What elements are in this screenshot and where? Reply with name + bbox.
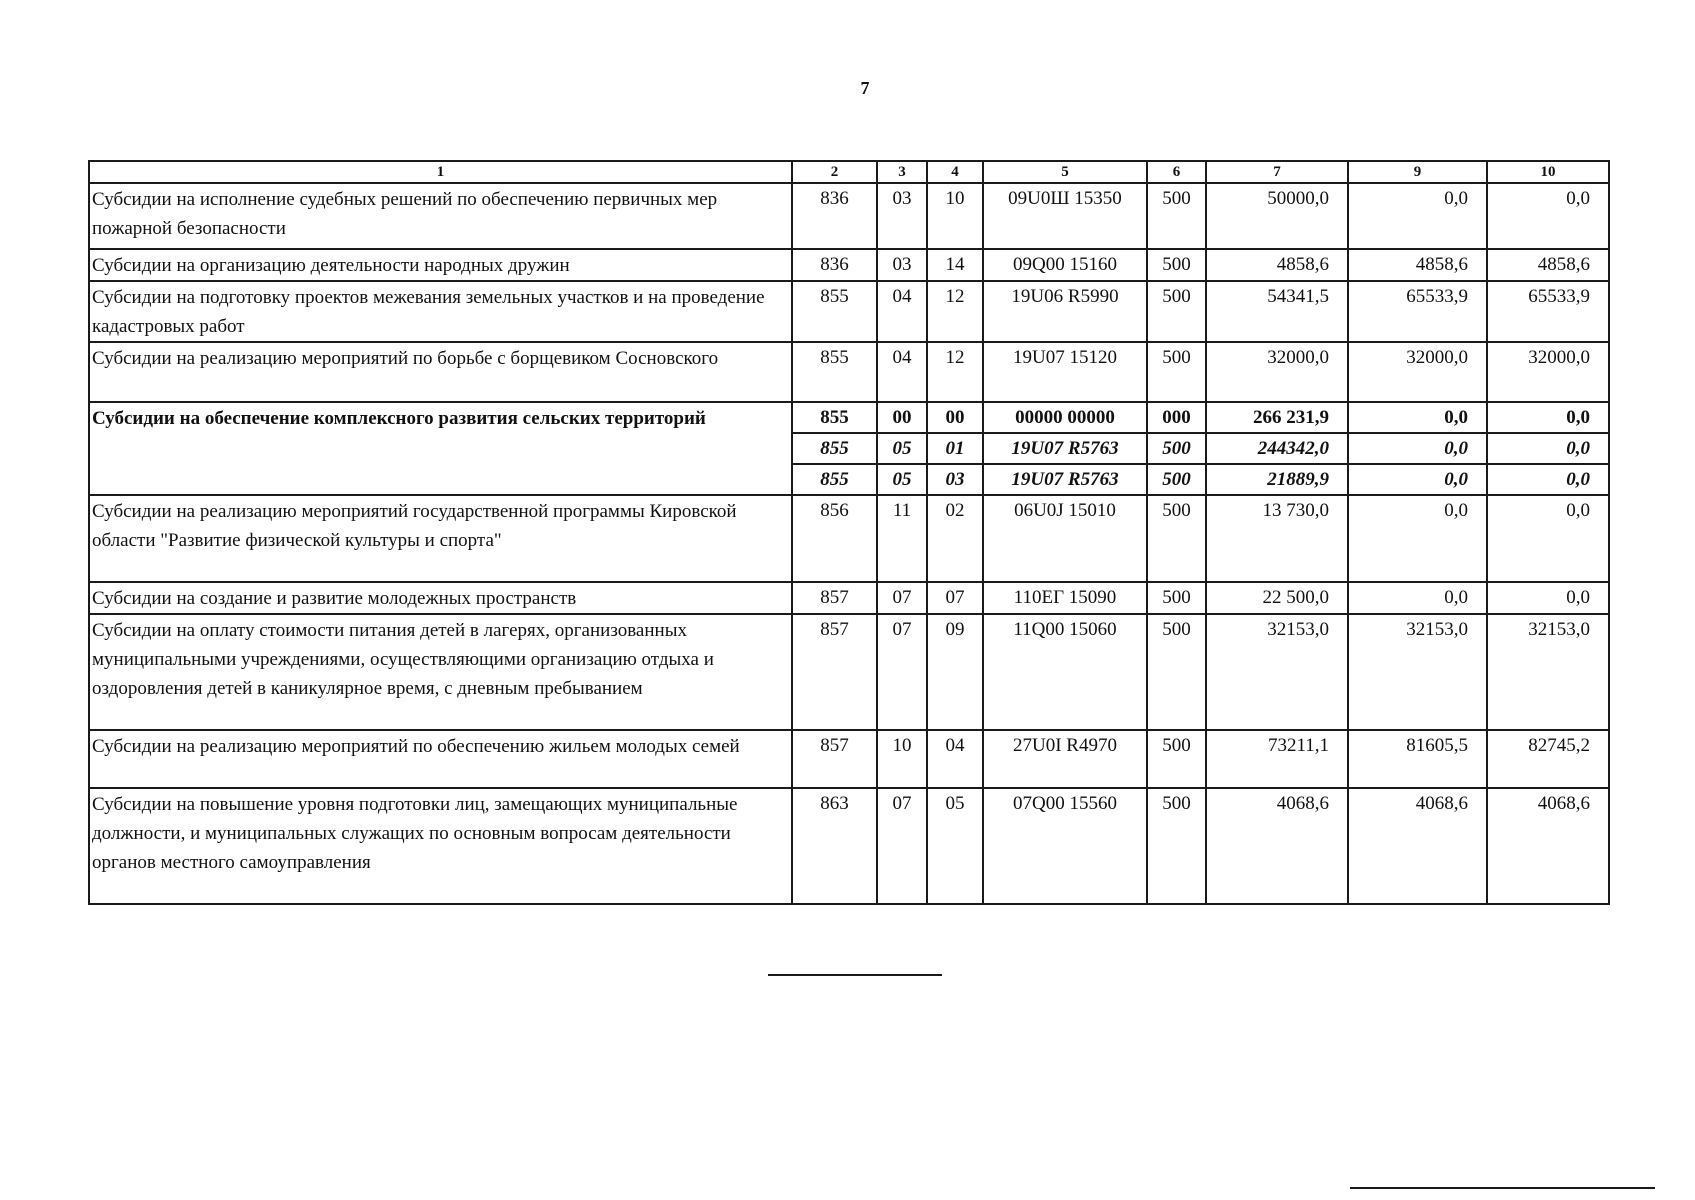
amount-col7-cell: 50000,0 [1206,183,1348,249]
amount-col7-cell: 22 500,0 [1206,582,1348,614]
target-article-cell: 19U07 R5763 [983,464,1147,495]
amount-col10-cell: 82745,2 [1487,730,1609,788]
target-article-cell: 09Q00 15160 [983,249,1147,281]
amount-col10-cell: 0,0 [1487,183,1609,249]
amount-col10-cell: 4858,6 [1487,249,1609,281]
expense-type-cell: 500 [1147,464,1206,495]
section-code-cell: 11 [877,495,927,582]
row-description: Субсидии на исполнение судебных решений по обеспечению первичных мер пожарной безопасности [89,183,792,249]
target-article-cell: 19U07 15120 [983,342,1147,402]
expense-type-cell: 500 [1147,582,1206,614]
amount-col10-cell: 4068,6 [1487,788,1609,904]
expense-type-cell: 500 [1147,614,1206,730]
amount-col7-cell: 73211,1 [1206,730,1348,788]
subsection-code-cell: 05 [927,788,983,904]
table-header-row [89,161,1609,183]
amount-col9-cell: 65533,9 [1348,281,1487,342]
subsection-code-cell: 02 [927,495,983,582]
amount-col9-cell: 0,0 [1348,433,1487,464]
table-row [89,614,1609,730]
amount-col10-cell: 0,0 [1487,433,1609,464]
amount-col7-cell: 4858,6 [1206,249,1348,281]
footer-divider [768,974,942,976]
ministry-code-cell: 855 [792,342,877,402]
page-number: 7 [860,78,870,98]
section-code-cell: 03 [877,249,927,281]
amount-col9-cell: 0,0 [1348,464,1487,495]
row-description: Субсидии на создание и развитие молодежных пространств [89,582,792,614]
column-header: 4 [927,161,983,183]
section-code-cell: 03 [877,183,927,249]
section-code-cell: 04 [877,342,927,402]
subsection-code-cell: 12 [927,281,983,342]
section-code-cell: 00 [877,402,927,433]
expense-type-cell: 500 [1147,281,1206,342]
amount-col10-cell: 65533,9 [1487,281,1609,342]
section-code-cell: 10 [877,730,927,788]
amount-col10-cell: 32000,0 [1487,342,1609,402]
target-article-cell: 06U0J 15010 [983,495,1147,582]
ministry-code-cell: 855 [792,402,877,433]
amount-col7-cell: 32153,0 [1206,614,1348,730]
section-code-cell: 07 [877,788,927,904]
subsection-code-cell: 14 [927,249,983,281]
amount-col9-cell: 32000,0 [1348,342,1487,402]
target-article-cell: 11Q00 15060 [983,614,1147,730]
target-article-cell: 19U07 R5763 [983,433,1147,464]
column-header: 9 [1348,161,1487,183]
amount-col10-cell: 0,0 [1487,464,1609,495]
subsection-code-cell: 10 [927,183,983,249]
section-code-cell: 05 [877,433,927,464]
table-row [89,495,1609,582]
target-article-cell: 27U0I R4970 [983,730,1147,788]
ministry-code-cell: 863 [792,788,877,904]
subsection-code-cell: 03 [927,464,983,495]
ministry-code-cell: 857 [792,730,877,788]
target-article-cell: 110ЕГ 15090 [983,582,1147,614]
amount-col10-cell: 0,0 [1487,402,1609,433]
expense-type-cell: 000 [1147,402,1206,433]
amount-col7-cell: 54341,5 [1206,281,1348,342]
table-row [89,249,1609,281]
target-article-cell: 00000 00000 [983,402,1147,433]
ministry-code-cell: 836 [792,183,877,249]
row-description: Субсидии на оплату стоимости питания детей в лагерях, организованных муниципальными учреждениями, осуществляющими организацию отдыха и оздоровления детей в каникулярное время, с дневным пребыванием [89,614,792,730]
column-header: 3 [877,161,927,183]
row-description: Субсидии на реализацию мероприятий по обеспечению жильем молодых семей [89,730,792,788]
column-header: 7 [1206,161,1348,183]
section-code-cell: 07 [877,614,927,730]
amount-col9-cell: 4068,6 [1348,788,1487,904]
expense-type-cell: 500 [1147,788,1206,904]
amount-col7-cell: 4068,6 [1206,788,1348,904]
section-code-cell: 05 [877,464,927,495]
table-row [89,582,1609,614]
amount-col9-cell: 0,0 [1348,183,1487,249]
subsection-code-cell: 12 [927,342,983,402]
amount-col10-cell: 32153,0 [1487,614,1609,730]
table-row [89,183,1609,249]
ministry-code-cell: 857 [792,582,877,614]
target-article-cell: 07Q00 15560 [983,788,1147,904]
expense-type-cell: 500 [1147,433,1206,464]
amount-col9-cell: 81605,5 [1348,730,1487,788]
bottom-corner-line [1350,1187,1655,1189]
row-description: Субсидии на подготовку проектов межевания земельных участков и на проведение кадастровых работ [89,281,792,342]
expense-type-cell: 500 [1147,342,1206,402]
column-header: 1 [89,161,792,183]
column-header: 2 [792,161,877,183]
subsection-code-cell: 01 [927,433,983,464]
ministry-code-cell: 855 [792,281,877,342]
amount-col7-cell: 13 730,0 [1206,495,1348,582]
budget-table [88,160,1610,905]
section-code-cell: 07 [877,582,927,614]
ministry-code-cell: 855 [792,433,877,464]
amount-col9-cell: 0,0 [1348,495,1487,582]
subsection-code-cell: 04 [927,730,983,788]
row-description: Субсидии на организацию деятельности народных дружин [89,249,792,281]
amount-col10-cell: 0,0 [1487,582,1609,614]
ministry-code-cell: 856 [792,495,877,582]
amount-col7-cell: 244342,0 [1206,433,1348,464]
row-description: Субсидии на реализацию мероприятий по борьбе с борщевиком Сосновского [89,342,792,402]
table-row [89,342,1609,402]
row-description: Субсидии на повышение уровня подготовки лиц, замещающих муниципальные должности, и муниципальных служащих по основным вопросам деятельности органов местного самоуправления [89,788,792,904]
amount-col7-cell: 32000,0 [1206,342,1348,402]
amount-col9-cell: 32153,0 [1348,614,1487,730]
ministry-code-cell: 857 [792,614,877,730]
column-header: 10 [1487,161,1609,183]
target-article-cell: 19U06 R5990 [983,281,1147,342]
column-header: 5 [983,161,1147,183]
amount-col9-cell: 4858,6 [1348,249,1487,281]
ministry-code-cell: 855 [792,464,877,495]
row-description: Субсидии на обеспечение комплексного развития сельских территорий [89,402,792,495]
expense-type-cell: 500 [1147,730,1206,788]
expense-type-cell: 500 [1147,249,1206,281]
ministry-code-cell: 836 [792,249,877,281]
subsection-code-cell: 09 [927,614,983,730]
table-row [89,788,1609,904]
expense-type-cell: 500 [1147,495,1206,582]
expense-type-cell: 500 [1147,183,1206,249]
amount-col7-cell: 21889,9 [1206,464,1348,495]
table-row [89,281,1609,342]
section-code-cell: 04 [877,281,927,342]
target-article-cell: 09U0Ш 15350 [983,183,1147,249]
amount-col7-cell: 266 231,9 [1206,402,1348,433]
table-row [89,402,1609,433]
amount-col9-cell: 0,0 [1348,582,1487,614]
subsection-code-cell: 00 [927,402,983,433]
column-header: 6 [1147,161,1206,183]
amount-col10-cell: 0,0 [1487,495,1609,582]
row-description: Субсидии на реализацию мероприятий государственной программы Кировской области "Развитие физической культуры и спорта" [89,495,792,582]
subsection-code-cell: 07 [927,582,983,614]
table-row [89,730,1609,788]
amount-col9-cell: 0,0 [1348,402,1487,433]
